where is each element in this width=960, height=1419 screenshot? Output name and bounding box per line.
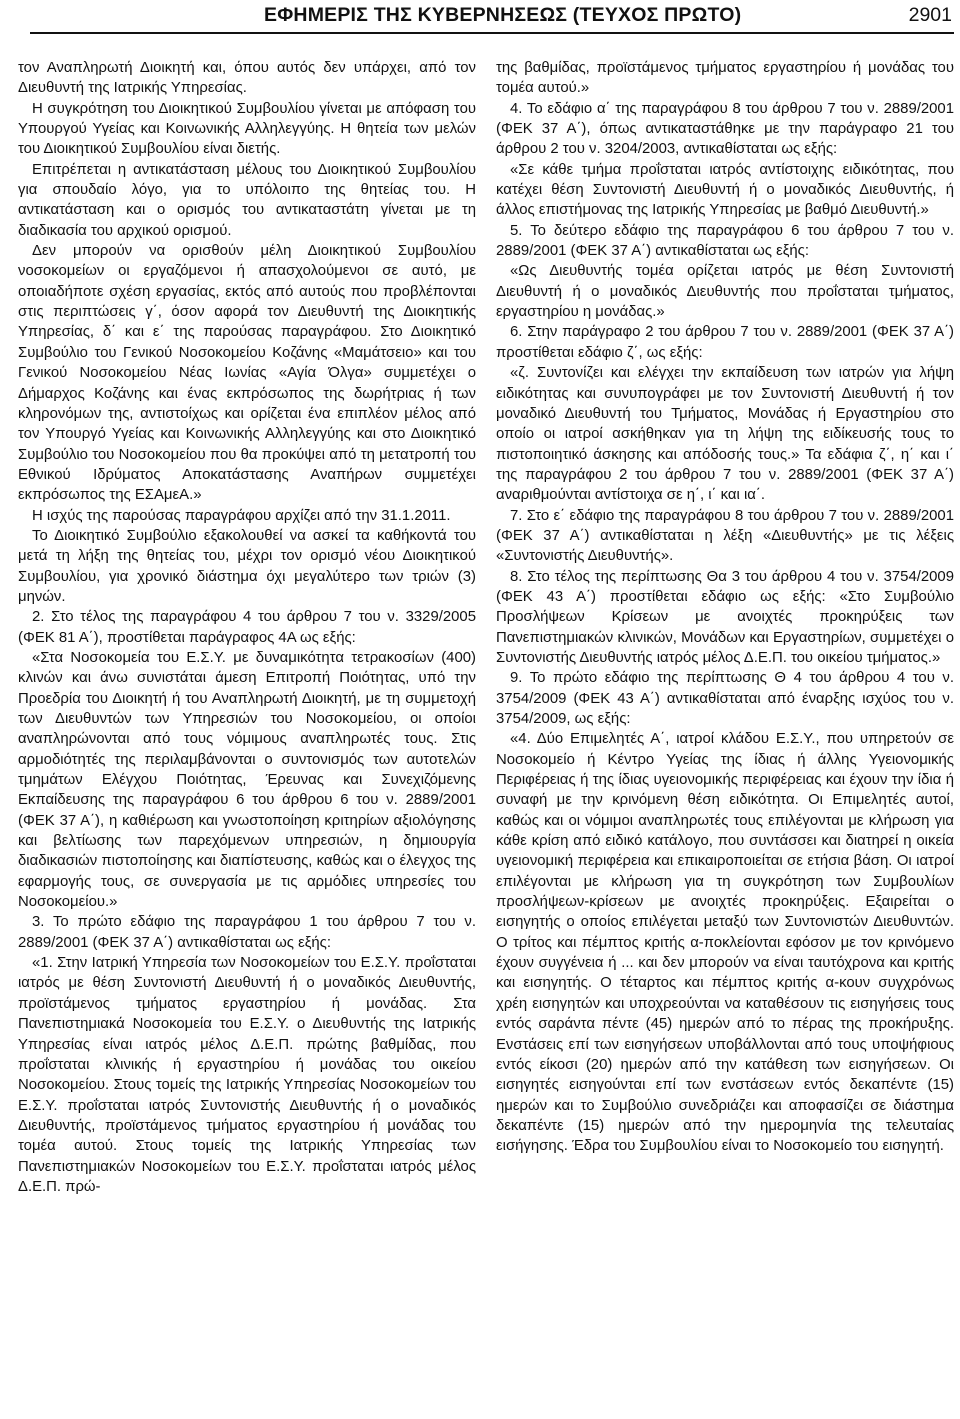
paragraph: Η ισχύς της παρούσας παραγράφου αρχίζει από την 31.1.2011. — [32, 507, 451, 524]
paragraph: «ζ. Συντονίζει και ελέγχει την εκπαίδευση των ιατρών για λήψη ειδικότητας και συνυπογράφει με τον Συντονιστή Διευθυντή ή τον μοναδικό Διευθυντή του Τμήματος, Μονάδας ή Εργαστηρίου στο οποίο οι ιατροί ασκήθηκαν για τη λήψη της ειδίκευσής τους το πιστοποιητικό άσκησης και απόδοσής τους.» Τα εδάφια ζ΄, η΄ και ι΄ της παραγράφου 2 του άρθρου 7 του ν. 2889/2001 (ΦΕΚ 37 Α΄) αναριθμούνται αντίστοιχα σε η΄, ι΄ και ια΄. — [496, 365, 954, 504]
paragraph: «Στα Νοσοκομεία του Ε.Σ.Υ. με δυναμικότητα τετρακοσίων (400) κλινών και άνω συνιστάται άμεση Επιτροπή Ποιότητας, υπό την Προεδρία του Διοικητή ή του Αναπληρωτή Διοικητή, με τη συμμετοχή των Διευθυντών των Υπηρεσιών του Νοσοκομείου, οι οποίοι αναπληρώνονται από τους νόμιμους αναπληρωτές τους. Στις αρμοδιότητές της περιλαμβάνονται ο συντονισμός των αυτοτελών τμημάτων Ελέγχου Ποιότητας, Έρευνας και Συνεχιζόμενης Εκπαίδευσης της παραγράφου 6 του άρθρου 6 του ν. 2889/2001 (ΦΕΚ 37 Α΄), η καθιέρωση και γνωστοποίηση κριτηρίων αξιολόγησης και βελτίωσης των παρεχόμενων υπηρεσιών, η δημιουργία διαδικασιών πιστοποίησης και διαπίστευσης, καθώς και ο έλεγχος της εφαρμογής τους, σε συνεργασία με τις αρμόδιες υπηρεσίες του Νοσοκομείου.» — [18, 649, 476, 911]
gazette-title: ΕΦΗΜΕΡΙΣ ΤΗΣ ΚΥΒΕΡΝΗΣΕΩΣ (ΤΕΥΧΟΣ ΠΡΩΤΟ) — [264, 4, 742, 26]
header-divider — [30, 32, 954, 34]
paragraph: 3. Το πρώτο εδάφιο της παραγράφου 1 του άρθρου 7 του ν. 2889/2001 (ΦΕΚ 37 Α΄) αντικαθίσταται ως εξής: — [18, 914, 476, 951]
paragraph: της βαθμίδας, προϊστάμενος τμήματος εργαστηρίου ή μονάδας του τομέα αυτού.» — [496, 60, 954, 97]
paragraph: Επιτρέπεται η αντικατάσταση μέλους του Διοικητικού Συμβουλίου για σπουδαίο λόγο, για το υπόλοιπο της θητείας του. Η αντικατάσταση και ο ορισμός του αντικαταστάτη γίνεται με τη διαδικασία του αρχικού ορισμού. — [18, 161, 476, 239]
paragraph: «Ως Διευθυντής τομέα ορίζεται ιατρός με θέση Συντονιστή Διευθυντή ή ο μοναδικός Διευθυντής που προΐσταται τμήματος, εργαστηρίου η μονάδας.» — [496, 263, 954, 321]
paragraph: Το Διοικητικό Συμβούλιο εξακολουθεί να ασκεί τα καθήκοντά του μετά τη λήξη της θητείας του, μέχρι τον ορισμό νέου Διοικητικού Συμβουλίου, για χρονικό διάστημα όχι μεγαλύτερο των τριών (3) μηνών. — [18, 527, 476, 605]
paragraph: Η συγκρότηση του Διοικητικού Συμβουλίου γίνεται με απόφαση του Υπουργού Υγείας και Κοινωνικής Αλληλεγγύης. Η θητεία των μελών του Διοικητικού Συμβουλίου είναι διετής. — [18, 100, 476, 158]
paragraph: 4. Το εδάφιο α΄ της παραγράφου 8 του άρθρου 7 του ν. 2889/2001 (ΦΕΚ 37 Α΄), όπως αντικαταστάθηκε με την παράγραφο 21 του άρθρου 2 του ν. 3204/2003, αντικαθίσταται ως εξής: — [496, 100, 954, 158]
paragraph: «Σε κάθε τμήμα προΐσταται ιατρός αντίστοιχης ειδικότητας, που κατέχει θέση Συντονιστή Διευθυντή ή ο μοναδικός Διευθυντής, ή άλλος επιστήμονας της Ιατρικής Υπηρεσίας με βαθμό Διευθυντή.» — [496, 161, 954, 219]
left-column — [18, 58, 476, 1197]
paragraph: 9. Το πρώτο εδάφιο της περίπτωσης Θ 4 του άρθρου 4 του ν. 3754/2009 (ΦΕΚ 43 Α΄) αντικαθίσταται από έναρξης ισχύος του ν. 3754/2009, ως εξής: — [496, 670, 954, 727]
paragraph: 5. Το δεύτερο εδάφιο της παραγράφου 6 του άρθρου 7 του ν. 2889/2001 (ΦΕΚ 37 Α΄) αντικαθίσταται ως εξής: — [496, 222, 954, 260]
paragraph: 8. Στο τέλος της περίπτωσης Θα 3 του άρθρου 4 του ν. 3754/2009 (ΦΕΚ 43 Α΄) προστίθεται εδάφιο ως εξής: «Στο Συμβούλιο Προσλήψεων Κρίσεων με ανοιχτές προκηρύξεις των Πανεπιστημιακών κλινικών, Μονάδων και Εργαστηρίων, συμμετέχει ο Συντονιστής Διευθυντής ιατρός μέλος Δ.Ε.Π. του οικείου τμήματος.» — [496, 568, 954, 666]
right-column — [496, 58, 954, 1157]
paragraph: Δεν μπορούν να ορισθούν μέλη Διοικητικού Συμβουλίου νοσοκομείων οι εργαζόμενοι ή απασχολούμενοι σε αυτό, με οποιαδήποτε σχέση εργασίας, εκτός από αυτούς που προβλέπονται στις περιπτώσεις γ΄, όσον αφορά τον Διευθυντή της Διοικητικής Υπηρεσίας, δ΄ και ε΄ της παρούσας παραγράφου. Στο Διοικητικό Συμβούλιο του Γενικού Νοσοκομείου Κοζάνης «Μαμάτσειο» και του Γενικού Νοσοκομείου Νέας Ιωνίας «Αγία Όλγα» συμμετέχει ο Δήμαρχος Κοζάνης και ένας εκπρόσωπος της δωρήτριας ή των κληρονόμων της, αντιστοίχως και ορίζεται ένα επιπλέον μέλος από τον Υπουργό Υγείας και Κοινωνικής Αλληλεγγύης και στο Διοικητικό Συμβούλιο του Νοσοκομείου που θα προκύψει από τη μετατροπή του Εθνικού Ιδρύματος Αποκατάστασης Αναπήρων συμμετέχει εκπρόσωπος της ΕΣΑμεΑ.» — [18, 243, 476, 504]
paragraph: 6. Στην παράγραφο 2 του άρθρου 7 του ν. 2889/2001 (ΦΕΚ 37 Α΄) προστίθεται εδάφιο ζ΄, ως εξής: — [496, 324, 954, 361]
paragraph: 7. Στο ε΄ εδάφιο της παραγράφου 8 του άρθρου 7 του ν. 2889/2001 (ΦΕΚ 37 Α΄) αντικαθίσταται η λέξη «Διευθυντής» με τις λέξεις «Συντονιστής Διευθυντής». — [496, 507, 954, 565]
page-number: 2901 — [908, 4, 952, 26]
page-header — [0, 0, 960, 34]
paragraph: 2. Στο τέλος της παραγράφου 4 του άρθρου 7 του ν. 3329/2005 (ΦΕΚ 81 Α΄), προστίθεται παράγραφος 4Α ως εξής: — [18, 609, 476, 646]
paragraph: «1. Στην Ιατρική Υπηρεσία των Νοσοκομείων του Ε.Σ.Υ. προΐσταται ιατρός με θέση Συντονιστή Διευθυντή ή ο μοναδικός Διευθυντής, προϊστάμενος τμήματος εργαστηρίου ή μονάδας. Στα Πανεπιστημιακά Νοσοκομεία του Ε.Σ.Υ. ο Διευθυντής της Ιατρικής Υπηρεσίας είναι ιατρός μέλος Δ.Ε.Π. πρώτης βαθμίδας, που προΐσταται κλινικής ή εργαστηρίου ή μονάδας του οικείου Νοσοκομείου. Στους τομείς της Ιατρικής Υπηρεσίας Νοσοκομείων του Ε.Σ.Υ. προΐσταται ιατρός Συντονιστής Διευθυντής ή ο μοναδικός Διευθυντής, προϊστάμενος τμήματος εργαστηρίου ή μονάδας του τομέα αυτού. Στους τομείς της Ιατρικής Υπηρεσίας των Πανεπιστημιακών Νοσοκομείων του Ε.Σ.Υ. προΐσταται ιατρός μέλος Δ.Ε.Π. πρώ- — [18, 955, 476, 1195]
paragraph: «4. Δύο Επιμελητές Α΄, ιατροί κλάδου Ε.Σ.Υ., που υπηρετούν σε Νοσοκομείο ή Κέντρο Υγείας της ίδιας ή άλλης Υγειονομικής Περιφέρειας ή της ίδιας υγειονομικής περιφέρειας και έχουν την ίδια ή συναφή με την κρινόμενη θέση ειδικότητα. Οι Επιμελητές αυτοί, καθώς και οι νόμιμοι αναπληρωτές τους επιλέγονται με κλήρωση για κάθε κρίση από ειδικό κατάλογο, που συντάσσει και διατηρεί η οικεία υγειονομική περιφέρεια και επικαιροποιείται σε ετήσια βάση. Οι ιατροί επιλέγονται με κλήρωση για τη συγκρότηση των Συμβουλίων προσλήψεων-κρίσεων με ανοιχτές προκηρύξεις. Εξαιρείται ο εισηγητής ο οποίος επιλέγεται μεταξύ των Συντονιστών Διευθυντών. Ο τρίτος και πέμπτος κριτής α-ποκλείονται εφόσον με τον κρινόμενο έχουν συγγένεια ή ... και δεν μπορούν να είναι ταυτόχρονα και κριτής και εισηγητής. Ο τέταρτος και πέμπτος κριτής α-κουν συγχρόνως χρέη εισηγητών και υποχρεούνται να καταθέσουν τις εισηγήσεις τους εντός σαράντα πέντε (45) ημερών από το πέρας της προκήρυξης. Ενστάσεις επί των εισηγήσεων υποβάλλονται από τους υποψήφιους εντός είκοσι (20) ημερών από την κατάθεση των εισηγήσεων. Οι εισηγητές εισηγούνται επί των ενστάσεων εντός δεκαπέντε (15) ημερών και το Συμβούλιο συνεδριάζει και αποφασίζει σε διάστημα δεκαπέντε (15) ημερών από την ημερομηνία της τελευταίας εισήγησης. Έδρα του Συμβουλίου είναι το Νοσοκομείο του εισηγητή. — [496, 731, 954, 1155]
paragraph: τον Αναπληρωτή Διοικητή και, όπου αυτός δεν υπάρχει, από τον Διευθυντή της Ιατρικής Υπηρεσίας. — [18, 60, 476, 97]
